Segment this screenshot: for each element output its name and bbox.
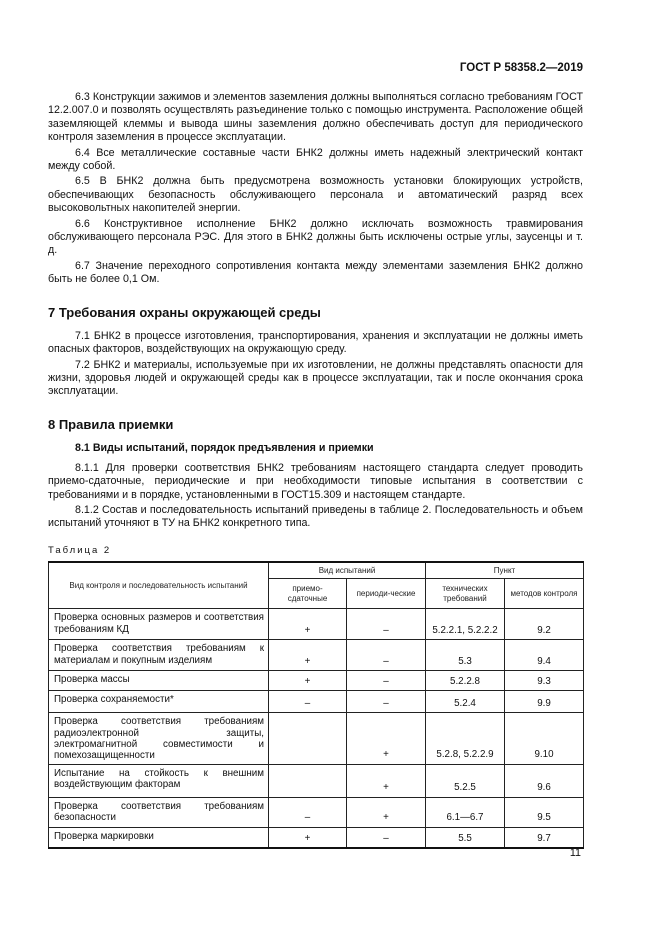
- paragraph-6-5: 6.5 В БНК2 должна быть предусмотрена возможность установки блокирующих устройств, обеспечивающих безопасность обслуживающего персонала и автоматический разряд всех высоковольтных накопителей энергии.: [48, 175, 583, 215]
- periodic-mark: +: [347, 764, 426, 797]
- method-clause: 9.6: [505, 764, 584, 797]
- paragraph-6-7: 6.7 Значение переходного сопротивления контакта между элементами заземления БНК2 должно быть не более 0,1 Ом.: [48, 259, 583, 286]
- requirement-clause: 5.2.2.8: [426, 671, 505, 691]
- acceptance-mark: +: [269, 640, 347, 671]
- acceptance-mark: [269, 764, 347, 797]
- method-clause: 9.10: [505, 713, 584, 765]
- test-name: Проверка основных размеров и соответствия требованиям КД: [49, 609, 269, 640]
- header-periodic: периоди-ческие: [347, 579, 426, 609]
- paragraph-8-1-1: 8.1.1 Для проверки соответствия БНК2 требованиям настоящего стандарта следует проводить приемо-сдаточные, периодические и при необходимости типовые испытания в соответствии с требованиями и в порядке, установленными в ГОСТ15.309 и настоящем стандарте.: [48, 461, 583, 501]
- paragraph-7-2: 7.2 БНК2 и материалы, используемые при их изготовлении, не должны представлять опасности для жизни, здоровья людей и окружающей среды как в процессе эксплуатации, так и после окончания срока эксплуатации.: [48, 358, 583, 398]
- periodic-mark: –: [347, 640, 426, 671]
- periodic-mark: +: [347, 713, 426, 765]
- table-row: [49, 671, 584, 691]
- table-row: [49, 713, 584, 765]
- test-name: Проверка соответствия требованиям безопасности: [49, 797, 269, 827]
- periodic-mark: –: [347, 671, 426, 691]
- periodic-mark: +: [347, 797, 426, 827]
- table-row: [49, 797, 584, 827]
- method-clause: 9.7: [505, 827, 584, 848]
- subsection-8-1-heading: 8.1 Виды испытаний, порядок предъявления и приемки: [75, 441, 374, 454]
- acceptance-mark: –: [269, 797, 347, 827]
- paragraph-6-4: 6.4 Все металлические составные части БНК2 должны иметь надежный электрический контакт между собой.: [48, 146, 583, 173]
- header-test-types: Вид испытаний: [269, 562, 426, 579]
- header-methods: методов контроля: [505, 579, 584, 609]
- table-row: [49, 827, 584, 848]
- requirement-clause: 5.2.5: [426, 764, 505, 797]
- acceptance-mark: +: [269, 609, 347, 640]
- page-number: 11: [569, 847, 581, 859]
- requirement-clause: 5.5: [426, 827, 505, 848]
- table-row: [49, 640, 584, 671]
- requirement-clause: 5.3: [426, 640, 505, 671]
- requirement-clause: 5.2.8, 5.2.2.9: [426, 713, 505, 765]
- header-clause: Пункт: [426, 562, 584, 579]
- method-clause: 9.2: [505, 609, 584, 640]
- test-name: Проверка сохраняемости*: [49, 691, 269, 713]
- header-requirements: технических требований: [426, 579, 505, 609]
- test-name: Испытание на стойкость к внешним воздействующим факторам: [49, 764, 269, 797]
- table-row: [49, 609, 584, 640]
- paragraph-6-3: 6.3 Конструкции зажимов и элементов заземления должны выполняться согласно требованиям ГОСТ 12.2.007.0 и позволять осуществлять разъединение только с помощью инструмента. Расположение общей заземляющей клеммы и вывода шины заземления должно обеспечивать доступ для периодического контроля заземления в процессе эксплуатации.: [48, 91, 583, 144]
- acceptance-mark: –: [269, 691, 347, 713]
- section-8-heading: 8 Правила приемки: [48, 416, 174, 432]
- test-name: Проверка маркировки: [49, 827, 269, 848]
- method-clause: 9.4: [505, 640, 584, 671]
- requirement-clause: 6.1—6.7: [426, 797, 505, 827]
- table-caption: Таблица 2: [48, 544, 112, 556]
- requirement-clause: 5.2.2.1, 5.2.2.2: [426, 609, 505, 640]
- paragraph-6-6: 6.6 Конструктивное исполнение БНК2 должно исключать возможность травмирования обслуживающего персонала РЭС. Для этого в БНК2 должны быть исключены острые углы, заусенцы и т. д.: [48, 217, 583, 257]
- tests-table: [48, 561, 584, 850]
- acceptance-mark: +: [269, 671, 347, 691]
- header-acceptance: приемо-сдаточные: [269, 579, 347, 609]
- table-row: [49, 764, 584, 797]
- periodic-mark: –: [347, 691, 426, 713]
- paragraph-7-1: 7.1 БНК2 в процессе изготовления, транспортирования, хранения и эксплуатации не должны иметь опасных факторов, воздействующих на окружающую среду.: [48, 329, 583, 356]
- section-7-heading: 7 Требования охраны окружающей среды: [48, 304, 321, 320]
- acceptance-mark: +: [269, 827, 347, 848]
- method-clause: 9.3: [505, 671, 584, 691]
- method-clause: 9.9: [505, 691, 584, 713]
- page-content: [48, 91, 583, 849]
- table-row: [49, 691, 584, 713]
- test-name: Проверка массы: [49, 671, 269, 691]
- acceptance-mark: [269, 713, 347, 765]
- test-name: Проверка соответствия требованиям радиоэлектронной защиты, электромагнитной совместимости и помехозащищенности: [49, 713, 269, 765]
- paragraph-8-1-2: 8.1.2 Состав и последовательность испытаний приведены в таблице 2. Последовательность и объем испытаний уточняют в ТУ на БНК2 конкретного типа.: [48, 503, 583, 530]
- requirement-clause: 5.2.4: [426, 691, 505, 713]
- method-clause: 9.5: [505, 797, 584, 827]
- periodic-mark: –: [347, 609, 426, 640]
- document-code: ГОСТ Р 58358.2—2019: [459, 62, 583, 74]
- test-name: Проверка соответствия требованиям к материалам и покупным изделиям: [49, 640, 269, 671]
- header-kind: Вид контроля и последовательность испытаний: [49, 562, 269, 609]
- periodic-mark: –: [347, 827, 426, 848]
